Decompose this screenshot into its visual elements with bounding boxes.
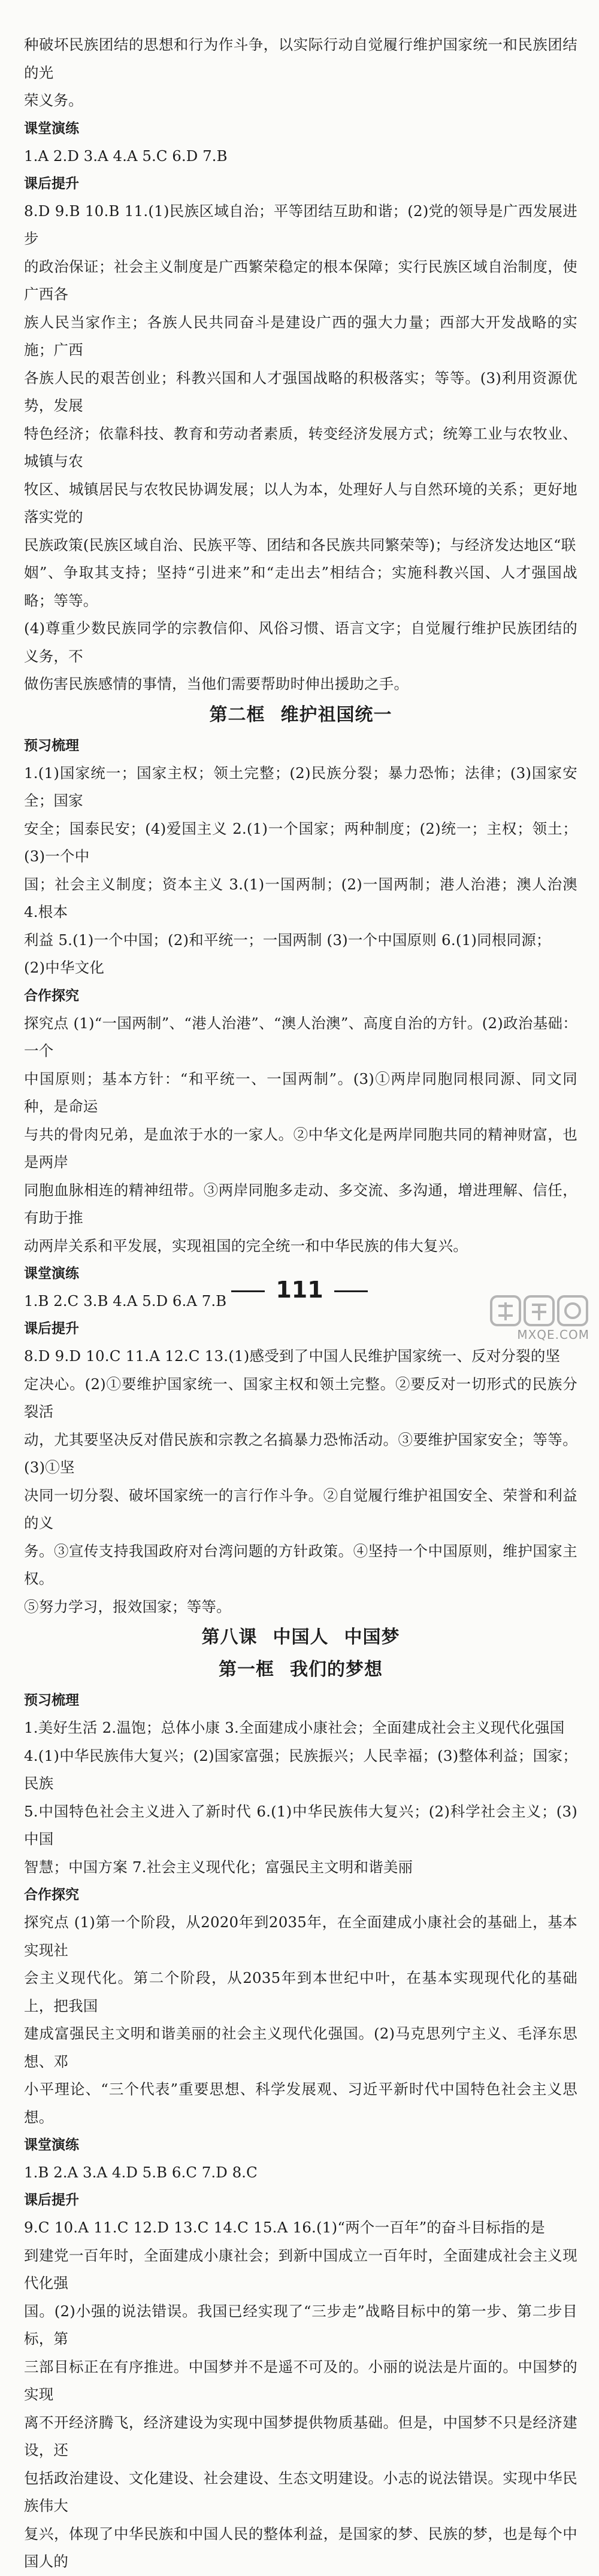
text-line: (4)尊重少数民族同学的宗教信仰、风俗习惯、语言文字；自觉履行维护民族团结的义务，不	[24, 619, 577, 665]
lesson-heading-8	[24, 1622, 577, 1653]
heading-part: 我们的梦想	[290, 1659, 383, 1680]
text-line: 国。(2)小强的说法错误。我国已经实现了“三步走”战略目标中的第一步、第二步目标，第	[24, 2302, 577, 2347]
section-label-preview: 预习梳理	[24, 737, 79, 754]
heading-part: 维护祖国统一	[280, 704, 392, 725]
heading-part: 第八课	[201, 1627, 258, 1648]
text-line: 各族人民的艰苦创业；科教兴国和人才强国战略的积极落实；等等。(3)利用资源优势，发展	[24, 369, 577, 414]
text-line: ⑤努力学习，报效国家；等等。	[24, 1597, 231, 1615]
section-label-cooperation: 合作探究	[24, 1887, 79, 1903]
heading-part: 第二框	[209, 704, 265, 725]
text-line: 定决心。(2)①要维护国家统一、国家主权和领土完整。②要反对一切形式的民族分裂活	[24, 1375, 577, 1420]
watermark-logo-icon	[467, 1293, 593, 1329]
answer-line: 1.B 2.C 3.B 4.A 5.D 6.A 7.B	[24, 1292, 227, 1310]
text-line: 族人民当家作主；各族人民共同奋斗是建设广西的强大力量；西部大开发战略的实施；广西	[24, 313, 577, 359]
text-line: 建成富强民主文明和谐美丽的社会主义现代化强国。(2)马克思列宁主义、毛泽东思想、邓	[24, 2025, 577, 2070]
text-line: 5.中国特色社会主义进入了新时代 6.(1)中华民族伟大复兴；(2)科学社会主义；(3)中国	[24, 1802, 577, 1848]
text-line: 1.美好生活 2.温饱；总体小康 3.全面建成小康社会；全面建成社会主义现代化强国	[24, 1719, 565, 1736]
text-line: 8.D 9.D 10.C 11.A 12.C 13.(1)感受到了中国人民维护国家统一、反对分裂的坚	[24, 1347, 561, 1365]
text-line: 荣义务。	[24, 92, 83, 109]
section-label-after-class: 课后提升	[24, 175, 79, 192]
text-line: 安全；国泰民安；(4)爱国主义 2.(1)一个国家；两种制度；(2)统一；主权；领土；(3)一个中	[24, 819, 577, 865]
text-line: 牧区、城镇居民与农牧民协调发展；以人为本，处理好人与自然环境的关系；更好地落实党的	[24, 480, 577, 525]
text-line: 智慧；中国方案 7.社会主义现代化；富强民主文明和谐美丽	[24, 1858, 413, 1876]
watermark-text: MXQE.COM	[517, 1328, 589, 1342]
cooperation-answers	[24, 1010, 577, 1260]
section-label-cooperation: 合作探究	[24, 988, 79, 1004]
text-line: 与共的骨肉兄弟，是血浓于水的一家人。②中华文化是两岸同胞共同的精神财富，也是两岸	[24, 1125, 577, 1171]
text-line: 会主义现代化。第二个阶段，从2035年到本世纪中叶，在基本实现现代化的基础上，把我国	[24, 1969, 577, 2015]
lesson-heading-2	[24, 700, 577, 731]
text-line: (2)中华文化	[24, 959, 105, 976]
dash-left	[231, 1290, 265, 1292]
text-line: 务。③宣传支持我国政府对台湾问题的方针政策。④坚持一个中国原则，维护国家主权。	[24, 1542, 577, 1587]
answer-line: 1.A 2.D 3.A 4.A 5.C 6.D 7.B	[24, 147, 228, 165]
text-line: 到建党一百年时，全面建成小康社会；到新中国成立一百年时，全面建成社会主义现代化强	[24, 2246, 577, 2292]
text-line: 中国原则；基本方针：“和平统一、一国两制”。(3)①两岸同胞同根同源、同文同种，是命运	[24, 1070, 577, 1115]
text-line: 小平理论、“三个代表”重要思想、科学发展观、习近平新时代中国特色社会主义思想。	[24, 2080, 577, 2126]
text-line: 动，尤其要坚决反对借民族和宗教之名搞暴力恐怖活动。③要维护国家安全；等等。(3)①坚	[24, 1430, 577, 1476]
heading-part: 第一框	[219, 1659, 274, 1680]
heading-part: 中国人	[273, 1627, 329, 1648]
intro-paragraph	[24, 31, 577, 115]
section-label-after-class: 课后提升	[24, 2192, 79, 2208]
text-line: 民族政策(民族区域自治、民族平等、团结和各民族共同繁荣等)；与经济发达地区“联	[24, 536, 576, 554]
text-line: 利益 5.(1)一个中国；(2)和平统一；一国两制 (3)一个中国原则 6.(1)同根同源；	[24, 931, 551, 949]
text-line: 国；社会主义制度；资本主义 3.(1)一国两制；(2)一国两制；港人治港；澳人治澳 4.根本	[24, 875, 577, 921]
text-line: 特色经济；依靠科技、教育和劳动者素质，转变经济发展方式；统筹工业与农牧业、城镇与农	[24, 424, 577, 470]
text-line: 动两岸关系和平发展，实现祖国的完全统一和中华民族的伟大复兴。	[24, 1237, 468, 1254]
text-line: 决同一切分裂、破坏国家统一的言行作斗争。②自觉履行维护祖国安全、荣誉和利益的义	[24, 1486, 577, 1532]
dash-right	[334, 1290, 368, 1292]
text-line: 探究点 (1)“一国两制”、“港人治港”、“澳人治澳”、高度自治的方针。(2)政治基础：一个	[24, 1014, 577, 1059]
text-line: 包括政治建设、文化建设、社会建设、生态文明建设。小志的说法错误。实现中华民族伟大	[24, 2469, 577, 2514]
cooperation-answers	[24, 1909, 577, 2131]
answer-line: 1.B 2.A 3.A 4.D 5.B 6.C 7.D 8.C	[24, 2164, 258, 2181]
preview-answers	[24, 760, 577, 982]
after-class-answers	[24, 1342, 577, 1621]
text-line: 同胞血脉相连的精神纽带。③两岸同胞多走动、多交流、多沟通，增进理解、信任，有助于推	[24, 1181, 577, 1226]
text-line: 1.(1)国家统一；国家主权；领土完整；(2)民族分裂；暴力恐怖；法律；(3)国家安全；国家	[24, 764, 577, 809]
text-line: 4.(1)中华民族伟大复兴；(2)国家富强；民族振兴；人民幸福；(3)整体利益；国家；民族	[24, 1746, 577, 1792]
preview-answers	[24, 1714, 577, 1881]
section-label-after-class: 课后提升	[24, 1321, 79, 1336]
after-class-answers	[24, 198, 577, 698]
text-line: 探究点 (1)第一个阶段，从2020年到2035年，在全面建成小康社会的基础上，基本实现社	[24, 1913, 577, 1959]
text-line: 8.D 9.B 10.B 11.(1)民族区域自治；平等团结互助和谐；(2)党的领导是广西发展进步	[24, 202, 577, 247]
section-label-classroom: 课堂演练	[24, 2137, 79, 2153]
text-line: 姻”、争取其支持；坚持“引进来”和“走出去”相结合；实施科教兴国、人才强国战略；等等。	[24, 564, 577, 609]
watermark-logo	[467, 1293, 593, 1344]
text-line: 的政治保证；社会主义制度是广西繁荣稳定的根本保障；实行民族区域自治制度，使广西各	[24, 257, 577, 303]
text-line: 做伤害民族感情的事情，当他们需要帮助时伸出援助之手。	[24, 675, 409, 692]
text-line: 9.C 10.A 11.C 12.D 13.C 14.C 15.A 16.(1)“两个一百年”的奋斗目标指的是	[24, 2219, 545, 2236]
frame-heading-1	[24, 1654, 577, 1685]
section-label-classroom: 课堂演练	[24, 1266, 79, 1281]
text-line: 离不开经济腾飞，经济建设为实现中国梦提供物质基础。但是，中国梦不只是经济建设，还	[24, 2413, 577, 2459]
section-label-classroom: 课堂演练	[24, 120, 79, 136]
text-line: 三部目标正在有序推进。中国梦并不是遥不可及的。小丽的说法是片面的。中国梦的实现	[24, 2358, 577, 2403]
page-number-text: 111	[276, 1277, 323, 1303]
after-class-answers	[24, 2214, 577, 2576]
section-label-preview: 预习梳理	[24, 1693, 79, 1708]
heading-part: 中国梦	[344, 1627, 400, 1648]
text-line: 种破坏民族团结的思想和行为作斗争，以实际行动自觉履行维护国家统一和民族团结的光	[24, 36, 577, 81]
text-line: 复兴，体现了中华民族和中国人民的整体利益，是国家的梦、民族的梦，也是每个中国人的	[24, 2525, 577, 2570]
